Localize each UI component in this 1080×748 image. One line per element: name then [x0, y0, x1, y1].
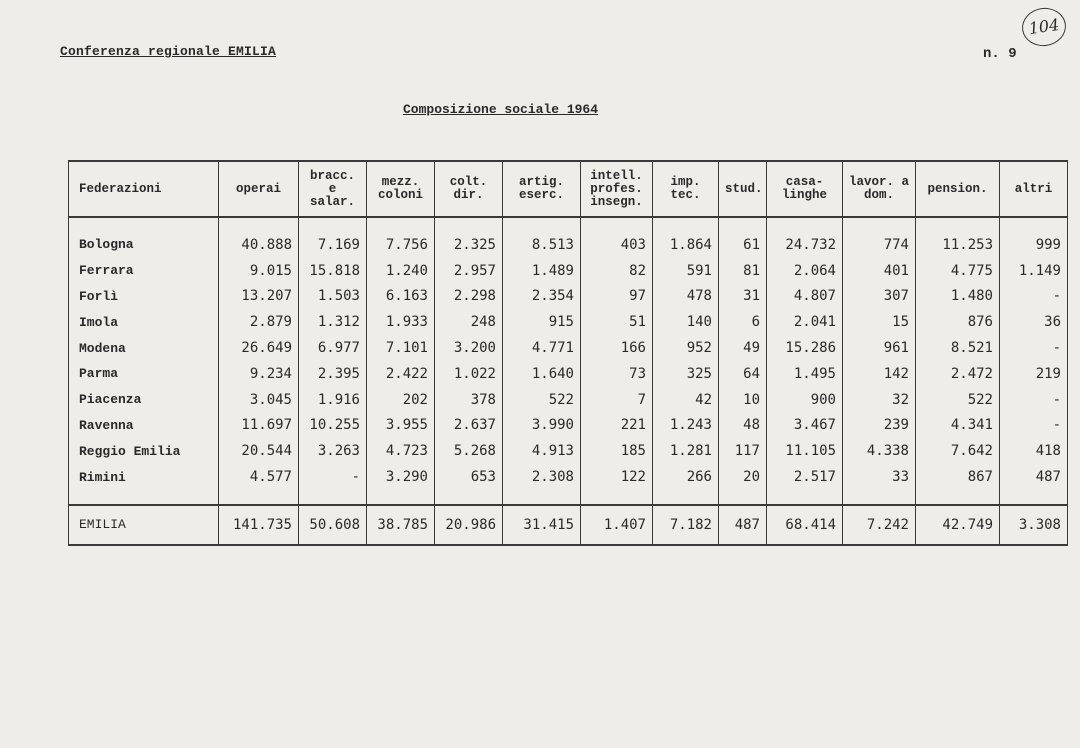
table-cell: 2.472 [916, 361, 1000, 387]
column-header: altri [1000, 161, 1068, 217]
table-cell: 1.495 [767, 361, 843, 387]
column-header: bracc. e salar. [299, 161, 367, 217]
table-cell: 6.977 [299, 335, 367, 361]
table-cell: 73 [581, 361, 653, 387]
table-cell: 4.771 [503, 335, 581, 361]
table-cell: 3.263 [299, 438, 367, 464]
table-cell: 4.577 [219, 464, 299, 505]
table-cell: 403 [581, 217, 653, 258]
table-cell: 418 [1000, 438, 1068, 464]
federation-name: Ferrara [69, 258, 219, 284]
table-cell: 591 [653, 258, 719, 284]
column-header: stud. [719, 161, 767, 217]
table-cell: 248 [435, 309, 503, 335]
table-cell: 4.807 [767, 284, 843, 310]
table-cell: 1.933 [367, 309, 435, 335]
table-cell: 10 [719, 387, 767, 413]
table-cell: 1.640 [503, 361, 581, 387]
table-cell: 900 [767, 387, 843, 413]
table-cell: 1.022 [435, 361, 503, 387]
table-cell: 1.312 [299, 309, 367, 335]
table-cell: 221 [581, 413, 653, 439]
table-cell: 26.649 [219, 335, 299, 361]
table-cell: - [1000, 413, 1068, 439]
table-cell: 1.243 [653, 413, 719, 439]
table-row [69, 335, 1068, 361]
total-cell: 20.986 [435, 505, 503, 545]
table-cell: 239 [843, 413, 916, 439]
column-header: mezz. coloni [367, 161, 435, 217]
total-cell: 7.242 [843, 505, 916, 545]
table-cell: 40.888 [219, 217, 299, 258]
table-cell: 42 [653, 387, 719, 413]
column-header: operai [219, 161, 299, 217]
table-cell: 97 [581, 284, 653, 310]
total-cell: 68.414 [767, 505, 843, 545]
table-cell: 876 [916, 309, 1000, 335]
federation-name: Modena [69, 335, 219, 361]
table-cell: 8.521 [916, 335, 1000, 361]
federation-name: Parma [69, 361, 219, 387]
table-row [69, 387, 1068, 413]
table-cell: 20 [719, 464, 767, 505]
composition-table [68, 160, 1068, 546]
table-cell: 653 [435, 464, 503, 505]
table-cell: 522 [503, 387, 581, 413]
table-cell: 1.281 [653, 438, 719, 464]
total-cell: 3.308 [1000, 505, 1068, 545]
table-cell: 33 [843, 464, 916, 505]
table-cell: 952 [653, 335, 719, 361]
table-cell: 11.253 [916, 217, 1000, 258]
column-header: artig. eserc. [503, 161, 581, 217]
table-cell: 2.325 [435, 217, 503, 258]
federation-name: Piacenza [69, 387, 219, 413]
federation-name: Ravenna [69, 413, 219, 439]
table-cell: 2.308 [503, 464, 581, 505]
table-cell: 61 [719, 217, 767, 258]
table-cell: 266 [653, 464, 719, 505]
table-row [69, 438, 1068, 464]
table-title: Composizione sociale 1964 [403, 102, 599, 117]
total-cell: 50.608 [299, 505, 367, 545]
table-cell: 2.879 [219, 309, 299, 335]
federation-name: Imola [69, 309, 219, 335]
table-cell: 2.064 [767, 258, 843, 284]
table-cell: 64 [719, 361, 767, 387]
table-cell: 81 [719, 258, 767, 284]
table-cell: 522 [916, 387, 1000, 413]
federation-name: Forlì [69, 284, 219, 310]
table-cell: 32 [843, 387, 916, 413]
table-cell: 2.517 [767, 464, 843, 505]
total-cell: 487 [719, 505, 767, 545]
table-row [69, 217, 1068, 258]
table-cell: 774 [843, 217, 916, 258]
table-body [69, 217, 1068, 545]
total-cell: 141.735 [219, 505, 299, 545]
table-cell: 2.395 [299, 361, 367, 387]
table-cell: 378 [435, 387, 503, 413]
column-header: casa- linghe [767, 161, 843, 217]
table-cell: 3.290 [367, 464, 435, 505]
federation-name: Reggio Emilia [69, 438, 219, 464]
table-cell: 11.697 [219, 413, 299, 439]
table-row [69, 413, 1068, 439]
table-row [69, 464, 1068, 505]
table-cell: 7.169 [299, 217, 367, 258]
table-cell: 1.916 [299, 387, 367, 413]
table-cell: 325 [653, 361, 719, 387]
table-cell: 15.818 [299, 258, 367, 284]
table-cell: 7 [581, 387, 653, 413]
table-cell: 7.756 [367, 217, 435, 258]
table-cell: 166 [581, 335, 653, 361]
table-cell: 4.723 [367, 438, 435, 464]
table-cell: 5.268 [435, 438, 503, 464]
table-cell: 6.163 [367, 284, 435, 310]
table-cell: 13.207 [219, 284, 299, 310]
table-cell: 15 [843, 309, 916, 335]
federation-name: Bologna [69, 217, 219, 258]
table-cell: 4.913 [503, 438, 581, 464]
table-cell: 3.955 [367, 413, 435, 439]
table-cell: 31 [719, 284, 767, 310]
table-cell: 219 [1000, 361, 1068, 387]
table-cell: 3.467 [767, 413, 843, 439]
table-cell: 2.637 [435, 413, 503, 439]
table-row [69, 309, 1068, 335]
table-cell: - [1000, 387, 1068, 413]
table-cell: 1.489 [503, 258, 581, 284]
table-cell: - [1000, 284, 1068, 310]
table-cell: 9.015 [219, 258, 299, 284]
table-cell: 48 [719, 413, 767, 439]
table-cell: 1.240 [367, 258, 435, 284]
table-cell: - [299, 464, 367, 505]
table-cell: 487 [1000, 464, 1068, 505]
table-cell: 7.642 [916, 438, 1000, 464]
column-header: lavor. a dom. [843, 161, 916, 217]
total-cell: 38.785 [367, 505, 435, 545]
table-header-row [69, 161, 1068, 217]
table-cell: 4.341 [916, 413, 1000, 439]
table-cell: 51 [581, 309, 653, 335]
total-cell: 7.182 [653, 505, 719, 545]
table-cell: 2.354 [503, 284, 581, 310]
table-cell: 2.422 [367, 361, 435, 387]
table-cell: 4.338 [843, 438, 916, 464]
table-cell: 3.045 [219, 387, 299, 413]
column-header: pension. [916, 161, 1000, 217]
table-cell: 117 [719, 438, 767, 464]
table-cell: 202 [367, 387, 435, 413]
table-cell: 82 [581, 258, 653, 284]
table-cell: 122 [581, 464, 653, 505]
federation-name: Rimini [69, 464, 219, 505]
table-row [69, 284, 1068, 310]
column-header: imp. tec. [653, 161, 719, 217]
table-cell: 478 [653, 284, 719, 310]
table-cell: 11.105 [767, 438, 843, 464]
page-number: n. 9 [983, 46, 1017, 62]
table-cell: 1.480 [916, 284, 1000, 310]
table-cell: 3.200 [435, 335, 503, 361]
table-cell: 8.513 [503, 217, 581, 258]
table-row [69, 361, 1068, 387]
table-cell: 2.957 [435, 258, 503, 284]
handwritten-page-stamp: 104 [1020, 5, 1069, 49]
table-cell: 961 [843, 335, 916, 361]
table-cell: 7.101 [367, 335, 435, 361]
table-cell: 999 [1000, 217, 1068, 258]
table-cell: 142 [843, 361, 916, 387]
table-cell: - [1000, 335, 1068, 361]
table-row [69, 258, 1068, 284]
table-cell: 36 [1000, 309, 1068, 335]
table-cell: 915 [503, 309, 581, 335]
column-header: Federazioni [69, 161, 219, 217]
table-cell: 3.990 [503, 413, 581, 439]
table-cell: 20.544 [219, 438, 299, 464]
table-cell: 1.864 [653, 217, 719, 258]
table-cell: 15.286 [767, 335, 843, 361]
table-cell: 9.234 [219, 361, 299, 387]
table-cell: 1.149 [1000, 258, 1068, 284]
document-heading: Conferenza regionale EMILIA [60, 44, 277, 59]
total-row [69, 505, 1068, 545]
table-cell: 2.298 [435, 284, 503, 310]
column-header: colt. dir. [435, 161, 503, 217]
table-cell: 4.775 [916, 258, 1000, 284]
total-label: EMILIA [69, 505, 219, 545]
total-cell: 42.749 [916, 505, 1000, 545]
table-cell: 24.732 [767, 217, 843, 258]
table-cell: 307 [843, 284, 916, 310]
table-cell: 2.041 [767, 309, 843, 335]
table-cell: 185 [581, 438, 653, 464]
column-header: intell. profes. insegn. [581, 161, 653, 217]
table-cell: 49 [719, 335, 767, 361]
total-cell: 31.415 [503, 505, 581, 545]
table-cell: 867 [916, 464, 1000, 505]
table-cell: 10.255 [299, 413, 367, 439]
table-cell: 401 [843, 258, 916, 284]
table-cell: 140 [653, 309, 719, 335]
table-cell: 6 [719, 309, 767, 335]
total-cell: 1.407 [581, 505, 653, 545]
table-cell: 1.503 [299, 284, 367, 310]
